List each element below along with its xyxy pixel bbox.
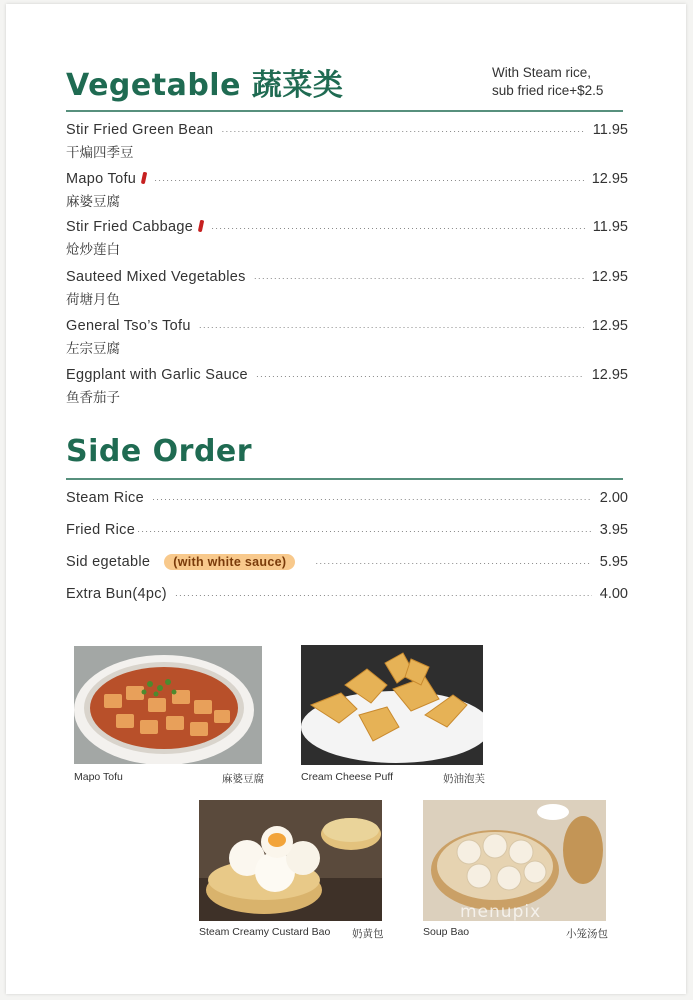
item-price: 12.95 (591, 171, 628, 187)
item-name: Sid egetable (66, 554, 151, 570)
photo-caption-zh: 奶黄包 (352, 928, 384, 940)
photo-caption-en: Mapo Tofu (74, 771, 123, 783)
dot-leader (152, 494, 592, 504)
item-price: 4.00 (599, 586, 628, 602)
chili-pepper-icon (198, 220, 204, 233)
item-name: General Tso’s Tofu (66, 318, 191, 334)
photo-caption-en: Cream Cheese Puff (301, 771, 394, 783)
item-chinese-name: 鱼香茄子 (66, 390, 120, 406)
side-order-section-title: Side Order (66, 434, 253, 469)
menu-item-side-vegetable (66, 554, 628, 570)
item-name: Fried Rice (66, 522, 136, 538)
photo-caption-zh: 麻婆豆腐 (222, 773, 264, 785)
item-name: Steam Rice (66, 490, 144, 506)
dot-leader (315, 558, 591, 568)
item-price: 5.95 (599, 554, 628, 570)
dot-leader (256, 371, 584, 381)
item-name: Sauteed Mixed Vegetables (66, 269, 246, 285)
item-name: Mapo Tofu (66, 171, 137, 187)
item-price: 11.95 (592, 219, 628, 235)
chili-pepper-icon (141, 172, 147, 185)
rice-note-line2: sub fried rice+$2.5 (492, 83, 604, 98)
item-name: Extra Bun(4pc) (66, 586, 167, 602)
item-price: 3.95 (599, 522, 628, 538)
menu-item-sauteed-mixed-vegetables (66, 269, 628, 308)
mapo-tofu-photo (74, 646, 262, 764)
menu-item-extra-bun (66, 586, 628, 602)
menu-item-mapo-tofu (66, 171, 628, 210)
dot-leader (137, 526, 592, 536)
rice-note-line1: With Steam rice, (492, 65, 592, 80)
menu-item-steam-rice (66, 490, 628, 506)
item-name: Eggplant with Garlic Sauce (66, 367, 248, 383)
white-sauce-badge: (with white sauce) (164, 554, 295, 570)
vegetable-section-title: Vegetable 蔬菜类 (66, 68, 344, 103)
dot-leader (154, 175, 584, 185)
item-chinese-name: 荷塘月色 (66, 292, 120, 308)
item-chinese-name: 麻婆豆腐 (66, 194, 120, 210)
custard-bao-photo (199, 800, 382, 921)
side-order-divider (66, 478, 623, 480)
dot-leader (254, 273, 584, 283)
dot-leader (221, 126, 584, 136)
dot-leader (175, 590, 592, 600)
menu-item-stir-fried-green-bean (66, 122, 628, 161)
item-price: 12.95 (591, 318, 628, 334)
photo-caption-en: Steam Creamy Custard Bao (199, 926, 331, 938)
item-name: Stir Fried Green Bean (66, 122, 214, 138)
item-name: Stir Fried Cabbage (66, 219, 194, 235)
photo-caption-en: Soup Bao (423, 926, 470, 938)
item-chinese-name: 干煸四季豆 (66, 145, 134, 161)
cream-cheese-puff-photo (301, 645, 483, 765)
item-price: 2.00 (599, 490, 628, 506)
rice-note (492, 64, 603, 100)
item-price: 11.95 (592, 122, 628, 138)
vegetable-divider (66, 110, 623, 112)
menu-item-general-tsos-tofu (66, 318, 628, 357)
menu-item-eggplant-garlic-sauce (66, 367, 628, 406)
item-price: 12.95 (591, 367, 628, 383)
item-chinese-name: 左宗豆腐 (66, 341, 120, 357)
photo-caption-zh: 小笼汤包 (566, 928, 608, 940)
menu-item-stir-fried-cabbage (66, 219, 628, 258)
watermark: menupix (460, 902, 542, 922)
dot-leader (199, 322, 584, 332)
menu-item-fried-rice (66, 522, 628, 538)
dot-leader (211, 223, 585, 233)
item-price: 12.95 (591, 269, 628, 285)
photo-caption-zh: 奶油泡芙 (443, 773, 485, 785)
item-chinese-name: 炝炒莲白 (66, 242, 120, 258)
